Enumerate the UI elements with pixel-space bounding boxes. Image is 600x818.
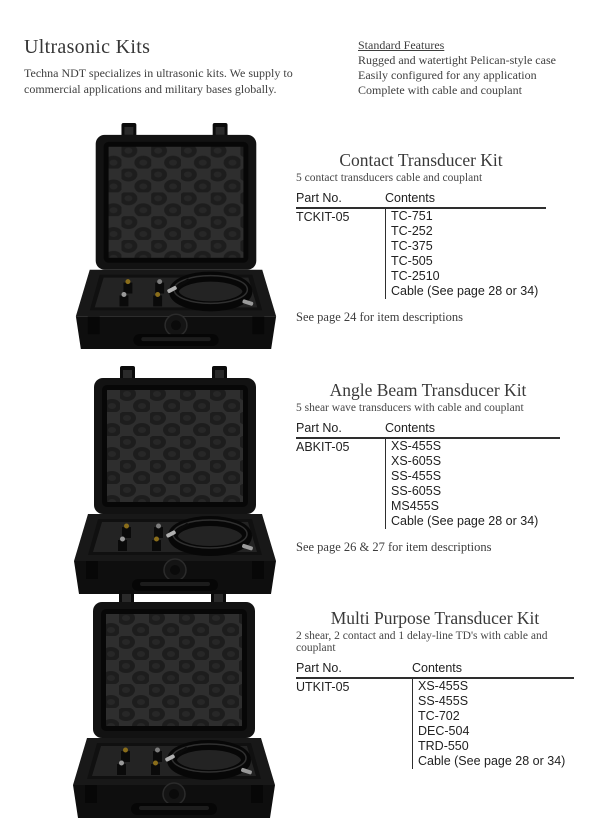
kit-table xyxy=(296,421,560,529)
feature-item: Complete with cable and couplant xyxy=(358,82,522,97)
kit-table-header xyxy=(296,421,560,439)
col-header-contents: Contents xyxy=(385,421,436,435)
kit-title: Multi Purpose Transducer Kit xyxy=(330,608,540,628)
content-item: TC-702 xyxy=(418,709,460,723)
product-photo-pelican-case xyxy=(62,120,290,350)
content-item: MS455S xyxy=(391,499,439,513)
see-page-note: See page 24 for item descriptions xyxy=(296,310,463,324)
feature-item: Rugged and watertight Pelican-style case xyxy=(358,52,556,67)
contents-cell xyxy=(385,439,560,529)
product-photo-pelican-case xyxy=(60,364,290,594)
kit-table xyxy=(296,661,574,769)
kit-section-angle-beam xyxy=(296,380,560,555)
content-item: SS-455S xyxy=(418,694,469,708)
kit-table-header xyxy=(296,191,546,209)
feature-item: Easily configured for any application xyxy=(358,67,537,82)
content-item: TC-375 xyxy=(391,239,433,253)
product-photo-pelican-case xyxy=(58,588,290,818)
col-header-part-no: Part No. xyxy=(296,661,342,675)
content-item: TC-252 xyxy=(391,224,433,238)
kit-table-header xyxy=(296,661,574,679)
kit-table-row xyxy=(296,439,560,529)
content-item: XS-455S xyxy=(391,439,442,453)
kit-subtitle: 2 shear, 2 contact and 1 delay-line TD's with cable and couplant xyxy=(296,630,548,654)
kit-title: Angle Beam Transducer Kit xyxy=(329,380,527,400)
content-item: TC-505 xyxy=(391,254,433,268)
content-item: TC-751 xyxy=(391,209,433,223)
content-item: SS-605S xyxy=(391,484,442,498)
kit-table xyxy=(296,191,546,299)
kit-title: Contact Transducer Kit xyxy=(339,150,503,170)
kit-section-contact xyxy=(296,150,546,325)
see-page-note: See page 26 & 27 for item descriptions xyxy=(296,540,492,554)
content-item: DEC-504 xyxy=(418,724,470,738)
kit-section-multi-purpose xyxy=(296,608,574,780)
content-item: XS-455S xyxy=(418,679,469,693)
standard-features-heading: Standard Features xyxy=(358,38,445,52)
contents-cell xyxy=(412,679,574,769)
content-item: TRD-550 xyxy=(418,739,469,753)
content-item: Cable (See page 28 or 34) xyxy=(391,514,539,528)
content-item: Cable (See page 28 or 34) xyxy=(418,754,566,768)
part-no-cell: TCKIT-05 xyxy=(296,210,350,224)
col-header-contents: Contents xyxy=(385,191,436,205)
col-header-part-no: Part No. xyxy=(296,421,342,435)
content-item: TC-2510 xyxy=(391,269,440,283)
page-title: Ultrasonic Kits xyxy=(24,36,151,58)
part-no-cell: UTKIT-05 xyxy=(296,680,350,694)
kit-table-row xyxy=(296,209,546,299)
page-intro: Techna NDT specializes in ultrasonic kits. We supply to commercial applications and military bases globally. xyxy=(24,66,293,96)
kit-subtitle: 5 shear wave transducers with cable and couplant xyxy=(296,402,524,414)
col-header-contents: Contents xyxy=(412,661,463,675)
content-item: SS-455S xyxy=(391,469,442,483)
standard-features xyxy=(358,38,593,98)
content-item: Cable (See page 28 or 34) xyxy=(391,284,539,298)
kit-subtitle: 5 contact transducers cable and couplant xyxy=(296,172,483,184)
col-header-part-no: Part No. xyxy=(296,191,342,205)
contents-cell xyxy=(385,209,546,299)
content-item: XS-605S xyxy=(391,454,442,468)
kit-table-row xyxy=(296,679,574,769)
part-no-cell: ABKIT-05 xyxy=(296,440,350,454)
